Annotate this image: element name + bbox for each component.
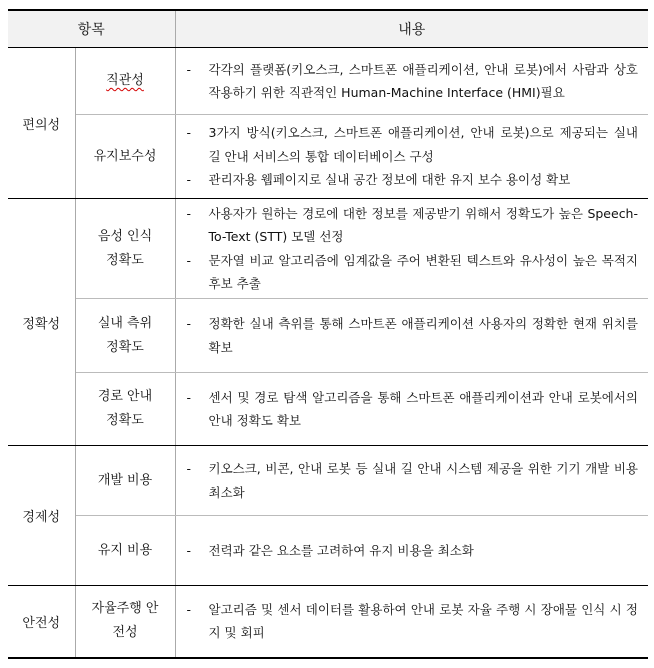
list-item: - 전력과 같은 요소를 고려하여 유지 비용을 최소화 xyxy=(176,539,639,563)
subcategory-label: 음성 인식 정확도 xyxy=(97,228,153,268)
table-row xyxy=(8,586,648,658)
table-row xyxy=(8,299,648,373)
list-item: - 문자열 비교 알고리즘에 임계값을 주어 변환된 텍스트와 유사성이 높은 목적지 후보 추출 xyxy=(176,249,639,296)
subcategory-label: 유지보수성 xyxy=(93,148,157,164)
subcategory-cell xyxy=(75,199,175,299)
subcategory-cell xyxy=(75,586,175,658)
table-row xyxy=(8,516,648,586)
table-row xyxy=(8,115,648,199)
subcategory-label: 유지 비용 xyxy=(97,542,153,558)
table-row xyxy=(8,446,648,516)
subcategory-cell xyxy=(75,516,175,586)
category-cell: 안전성 xyxy=(8,586,75,658)
list-item: - 센서 및 경로 탐색 알고리즘을 통해 스마트폰 애플리케이션과 안내 로봇에서의 안내 정확도 확보 xyxy=(176,386,639,433)
list-item: - 알고리즘 및 센서 데이터를 활용하여 안내 로봇 자율 주행 시 장애물 인식 시 정지 및 회피 xyxy=(176,598,639,645)
subcategory-cell xyxy=(75,446,175,516)
subcategory-label: 자율주행 안전성 xyxy=(91,601,159,641)
list-item: - 정확한 실내 측위를 통해 스마트폰 애플리케이션 사용자의 정확한 현재 위치를 확보 xyxy=(176,312,639,359)
list-item: - 3가지 방식(키오스크, 스마트폰 애플리케이션, 안내 로봇)으로 제공되는 실내 길 안내 서비스의 통합 데이터베이스 구성 xyxy=(176,121,639,168)
subcategory-cell xyxy=(75,48,175,115)
description-cell xyxy=(175,199,648,299)
list-item: - 키오스크, 비콘, 안내 로봇 등 실내 길 안내 시스템 제공을 위한 기기 개발 비용 최소화 xyxy=(176,457,639,504)
subcategory-cell xyxy=(75,115,175,199)
header-content: 내용 xyxy=(175,10,648,48)
description-cell xyxy=(175,586,648,658)
table-row xyxy=(8,48,648,115)
table-header-row xyxy=(8,10,648,48)
category-cell: 정확성 xyxy=(8,199,75,446)
subcategory-label: 개발 비용 xyxy=(97,472,153,488)
category-cell: 경제성 xyxy=(8,446,75,586)
description-cell xyxy=(175,373,648,446)
subcategory-label: 실내 측위 정확도 xyxy=(97,315,153,355)
list-item: - 사용자가 원하는 경로에 대한 정보를 제공받기 위해서 정확도가 높은 Speech-To-Text (STT) 모델 선정 xyxy=(176,202,639,249)
description-cell xyxy=(175,115,648,199)
requirements-table xyxy=(8,9,648,659)
description-cell xyxy=(175,299,648,373)
subcategory-cell xyxy=(75,299,175,373)
subcategory-label: 경로 안내 정확도 xyxy=(97,389,153,428)
description-cell xyxy=(175,446,648,516)
table-row xyxy=(8,373,648,446)
table-row xyxy=(8,199,648,299)
description-cell xyxy=(175,48,648,115)
subcategory-cell xyxy=(75,373,175,446)
category-cell: 편의성 xyxy=(8,48,75,199)
subcategory-label: 직관성 xyxy=(106,73,144,88)
list-item: - 관리자용 웹페이지로 실내 공간 정보에 대한 유지 보수 용이성 확보 xyxy=(176,168,639,192)
list-item: - 각각의 플랫폼(키오스크, 스마트폰 애플리케이션, 안내 로봇)에서 사람과 상호작용하기 위한 직관적인 Human-Machine Interface (HMI)필요 xyxy=(176,58,639,105)
description-cell xyxy=(175,516,648,586)
header-item: 항목 xyxy=(8,10,175,48)
